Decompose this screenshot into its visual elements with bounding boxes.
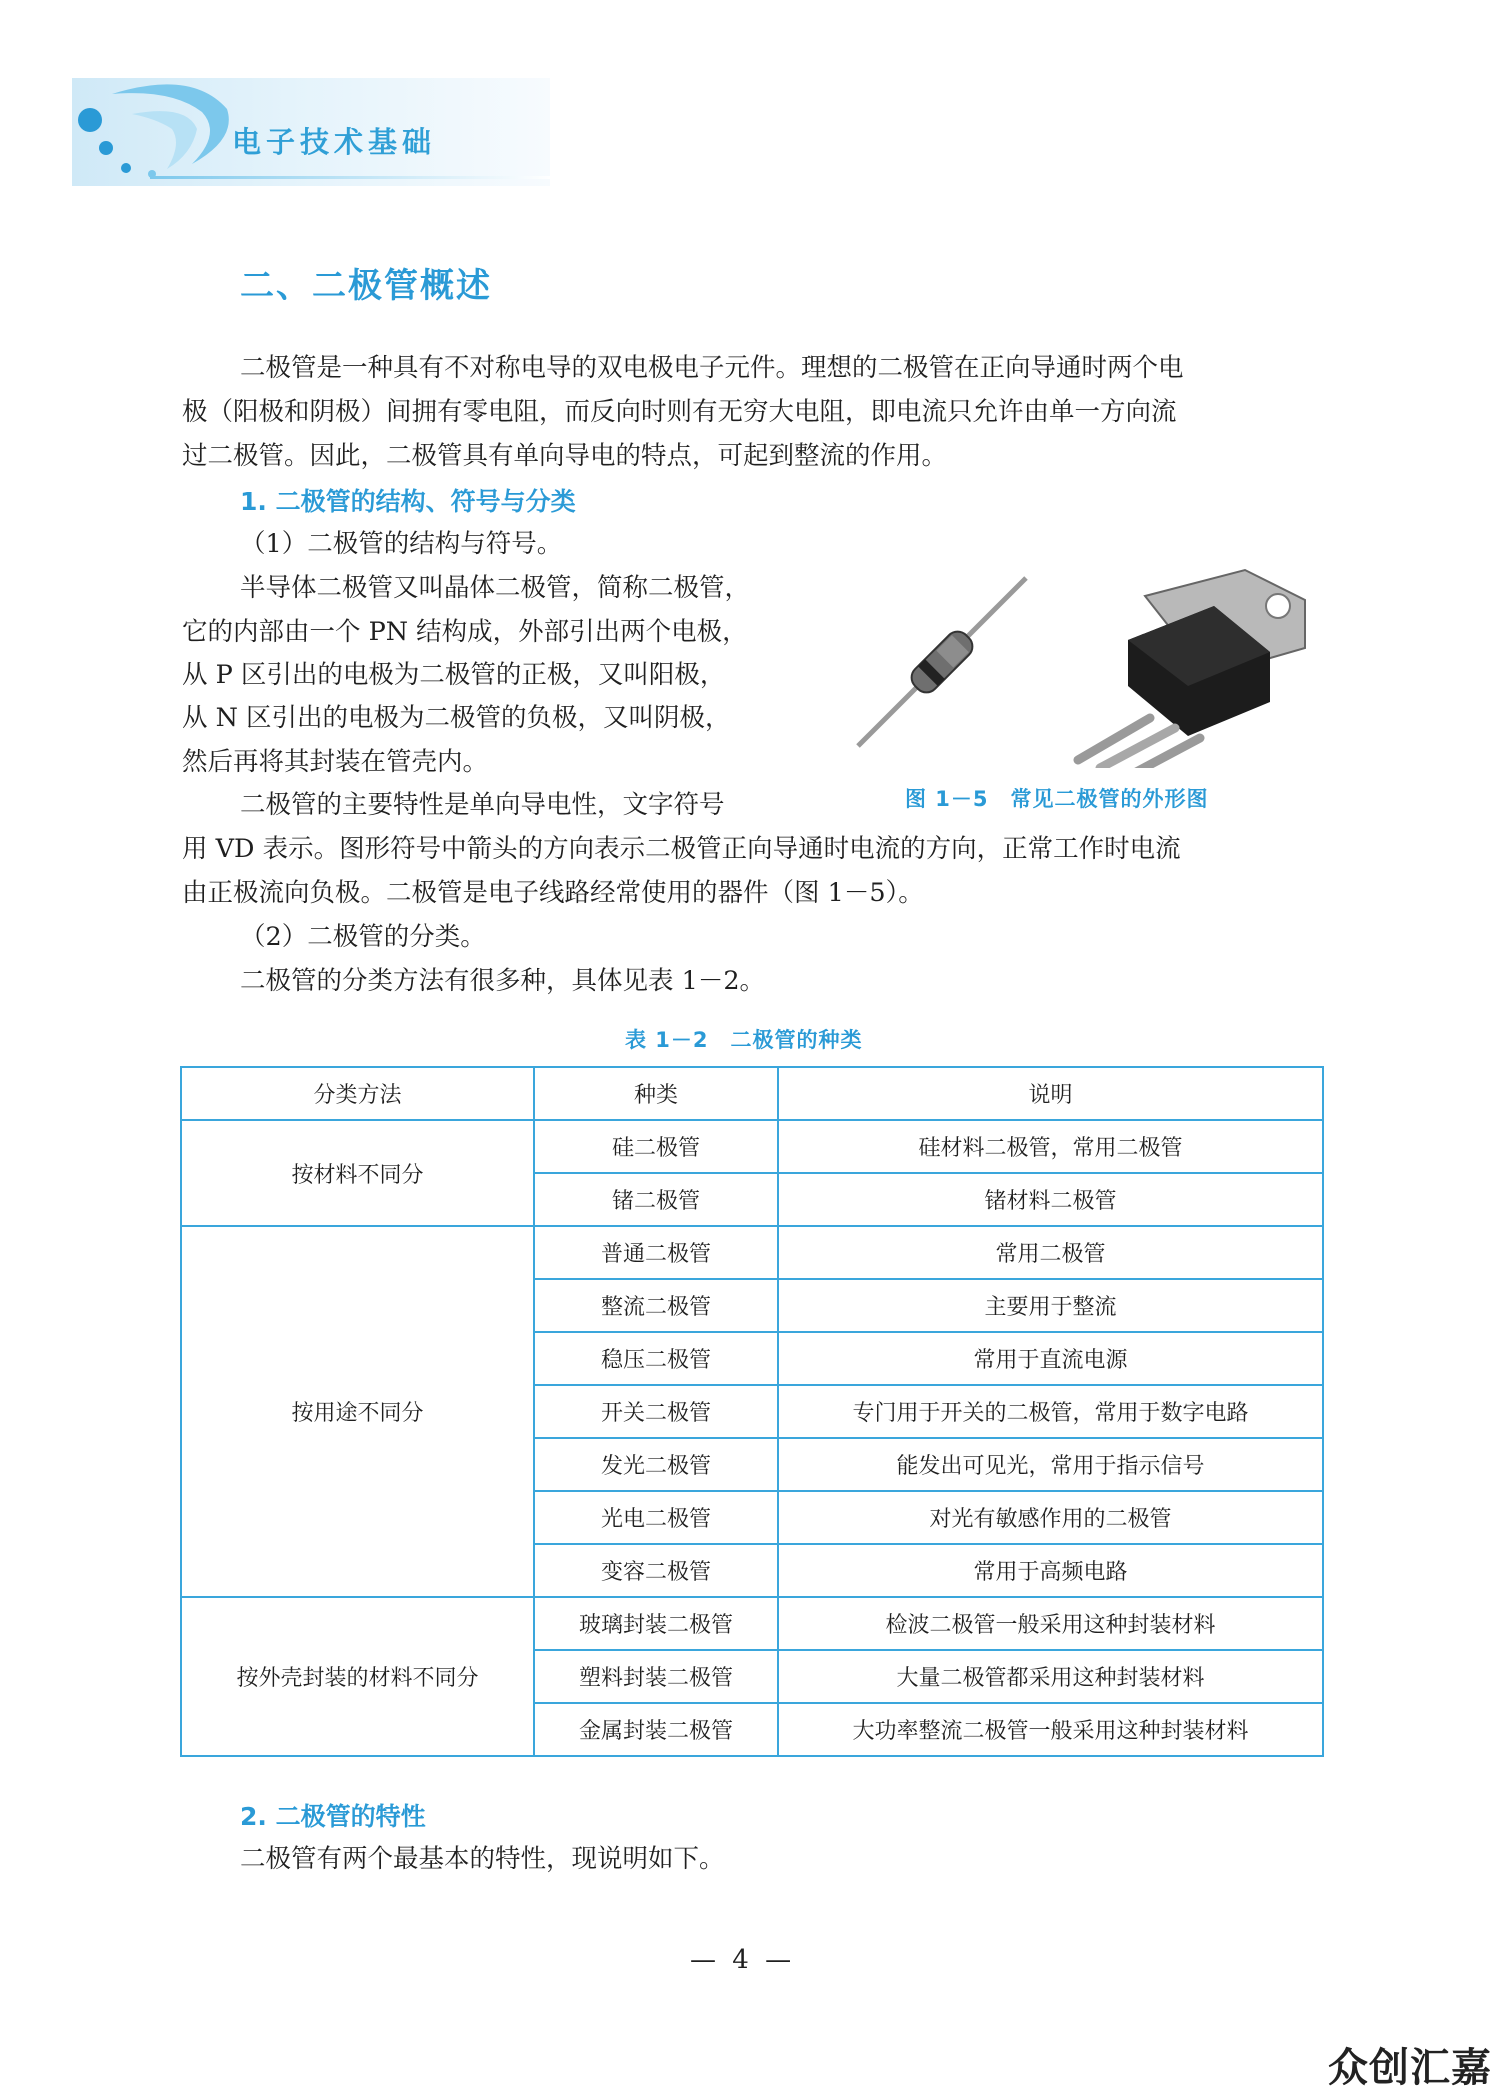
to220-diode-icon [1078,570,1305,768]
watermark: 众创汇嘉 [1328,2045,1492,2091]
description-cell: 能发出可见光，常用于指示信号 [778,1438,1323,1491]
table-header-cell: 分类方法 [181,1067,534,1120]
diode-types-table [180,1066,1324,1757]
description-cell: 大量二极管都采用这种封装材料 [778,1650,1323,1703]
type-cell: 普通二极管 [534,1226,778,1279]
item-1: （1）二极管的结构与符号。 [240,529,563,559]
table-header-cell: 说明 [778,1067,1323,1120]
structure-line: 从 N 区引出的电极为二极管的负极，又叫阴极， [182,703,731,733]
characteristics-text: 二极管有两个最基本的特性，现说明如下。 [240,1844,725,1874]
method-cell: 按外壳封装的材料不同分 [181,1597,534,1756]
structure-line: 用 VD 表示。图形符号中箭头的方向表示二极管正向导通时电流的方向，正常工作时电流 [182,834,1181,864]
intro-line-1: 二极管是一种具有不对称电导的双电极电子元件。理想的二极管在正向导通时两个电 [240,353,1184,383]
glass-diode-icon [907,627,978,698]
type-cell: 变容二极管 [534,1544,778,1597]
table-header-cell: 种类 [534,1067,778,1120]
type-cell: 光电二极管 [534,1491,778,1544]
method-cell: 按材料不同分 [181,1120,534,1226]
description-cell: 常用二极管 [778,1226,1323,1279]
description-cell: 大功率整流二极管一般采用这种封装材料 [778,1703,1323,1756]
table-row [181,1120,1323,1173]
description-cell: 主要用于整流 [778,1279,1323,1332]
type-cell: 稳压二极管 [534,1332,778,1385]
table-row [181,1597,1323,1650]
structure-line: 半导体二极管又叫晶体二极管，简称二极管， [240,573,751,603]
type-cell: 塑料封装二极管 [534,1650,778,1703]
structure-line: 然后再将其封装在管壳内。 [182,747,489,777]
structure-line: 它的内部由一个 PN 结构成，外部引出两个电极， [182,617,748,647]
method-cell: 按用途不同分 [181,1226,534,1597]
description-cell: 常用于高频电路 [778,1544,1323,1597]
description-cell: 常用于直流电源 [778,1332,1323,1385]
description-cell: 对光有敏感作用的二极管 [778,1491,1323,1544]
description-cell: 检波二极管一般采用这种封装材料 [778,1597,1323,1650]
type-cell: 发光二极管 [534,1438,778,1491]
page-number: — 4 — [690,1945,796,1975]
type-cell: 硅二极管 [534,1120,778,1173]
figure-image [850,568,1322,768]
description-cell: 硅材料二极管，常用二极管 [778,1120,1323,1173]
description-cell: 锗材料二极管 [778,1173,1323,1226]
figure-caption: 图 1－5 常见二极管的外形图 [905,787,1209,811]
book-title: 电子技术基础 [232,125,437,159]
type-cell: 玻璃封装二极管 [534,1597,778,1650]
banner-underline [150,176,550,179]
type-cell: 金属封装二极管 [534,1703,778,1756]
item-2: （2）二极管的分类。 [240,922,486,952]
type-cell: 整流二极管 [534,1279,778,1332]
type-cell: 开关二极管 [534,1385,778,1438]
subsection-heading-2: 2. 二极管的特性 [240,1802,426,1831]
intro-line-2: 极（阳极和阴极）间拥有零电阻，而反向时则有无穷大电阻，即电流只允许由单一方向流 [182,397,1177,427]
structure-line: 二极管的主要特性是单向导电性，文字符号 [240,790,725,820]
table-header-row [181,1067,1323,1120]
header-logo [72,74,252,186]
section-title: 二、二极管概述 [240,266,492,306]
description-cell: 专门用于开关的二极管，常用于数字电路 [778,1385,1323,1438]
diode-photo [850,568,1322,768]
structure-line: 从 P 区引出的电极为二极管的正极，又叫阳极， [182,660,726,690]
subsection-heading-1: 1. 二极管的结构、符号与分类 [240,487,576,516]
type-cell: 锗二极管 [534,1173,778,1226]
structure-line: 由正极流向负极。二极管是电子线路经常使用的器件（图 1－5）。 [182,878,924,908]
item-2-text: 二极管的分类方法有很多种，具体见表 1－2。 [240,966,766,996]
table-row [181,1226,1323,1279]
table-title: 表 1－2 二极管的种类 [625,1028,863,1052]
intro-line-3: 过二极管。因此，二极管具有单向导电的特点，可起到整流的作用。 [182,441,948,471]
